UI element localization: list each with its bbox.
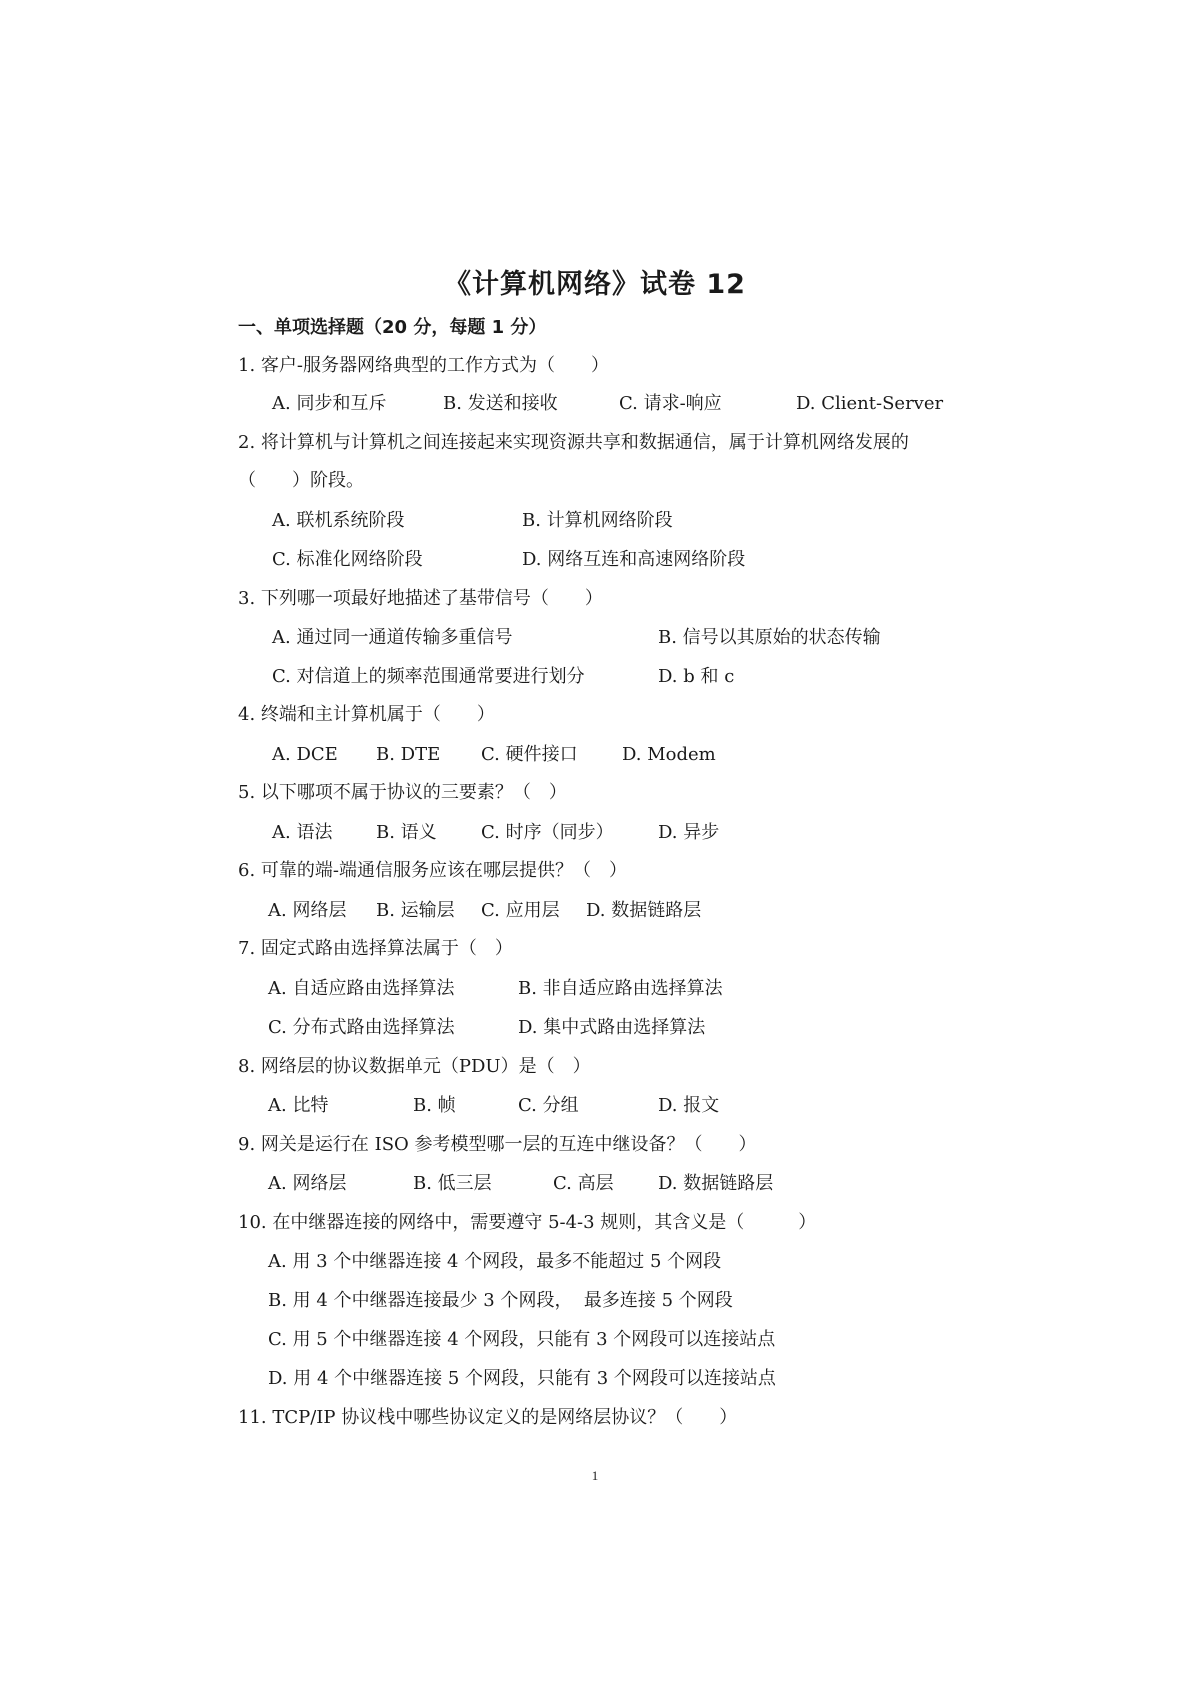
option: D. 网络互连和高速网络阶段: [522, 549, 746, 570]
option: C. 分组: [518, 1095, 579, 1116]
option: C. 请求-响应: [619, 393, 722, 414]
option: B. 非自适应路由选择算法: [518, 978, 723, 999]
option: D. 数据链路层: [586, 900, 702, 921]
option: B. 信号以其原始的状态传输: [658, 627, 881, 648]
question-stem: 2. 将计算机与计算机之间连接起来实现资源共享和数据通信，属于计算机网络发展的: [238, 432, 909, 453]
option: A. 语法: [272, 822, 333, 843]
option: A. 用 3 个中继器连接 4 个网段，最多不能超过 5 个网段: [268, 1251, 722, 1272]
option: D. Client-Server: [796, 393, 944, 414]
option: B. 发送和接收: [443, 393, 558, 414]
question-stem: 1. 客户-服务器网络典型的工作方式为（ ）: [238, 355, 609, 376]
option: C. 标准化网络阶段: [272, 549, 423, 570]
option: D. 数据链路层: [658, 1173, 774, 1194]
option: B. 低三层: [413, 1173, 492, 1194]
page-title: 《计算机网络》试卷 12: [444, 269, 746, 300]
question-stem: 10. 在中继器连接的网络中，需要遵守 5-4-3 规则，其含义是（ ）: [238, 1212, 817, 1233]
option: D. 异步: [658, 822, 720, 843]
question-stem: 8. 网络层的协议数据单元（PDU）是（ ）: [238, 1056, 591, 1077]
option: A. 比特: [268, 1095, 329, 1116]
question-stem: 9. 网关是运行在 ISO 参考模型哪一层的互连中继设备？（ ）: [238, 1134, 757, 1155]
option: C. 分布式路由选择算法: [268, 1017, 455, 1038]
option: D. 报文: [658, 1095, 720, 1116]
option: A. 同步和互斥: [272, 393, 387, 414]
question-stem: 3. 下列哪一项最好地描述了基带信号（ ）: [238, 588, 603, 609]
option: B. 语义: [376, 822, 437, 843]
option: D. b 和 c: [658, 666, 735, 687]
option: D. 用 4 个中继器连接 5 个网段，只能有 3 个网段可以连接站点: [268, 1368, 776, 1389]
option: A. 网络层: [268, 1173, 347, 1194]
section-heading: 一、单项选择题（20 分，每题 1 分）: [238, 317, 547, 338]
question-stem: 5. 以下哪项不属于协议的三要素？（ ）: [238, 782, 567, 803]
option: A. 网络层: [268, 900, 347, 921]
question-stem: 7. 固定式路由选择算法属于（ ）: [238, 938, 513, 959]
option: B. 计算机网络阶段: [522, 510, 673, 531]
question-stem: 6. 可靠的端-端通信服务应该在哪层提供？（ ）: [238, 860, 627, 881]
option: C. 应用层: [481, 900, 560, 921]
option: A. 联机系统阶段: [272, 510, 405, 531]
option: C. 对信道上的频率范围通常要进行划分: [272, 666, 585, 687]
option: B. DTE: [376, 744, 441, 765]
option: B. 帧: [413, 1095, 456, 1116]
question-stem: 4. 终端和主计算机属于（ ）: [238, 704, 495, 725]
option: D. Modem: [622, 744, 716, 765]
option: D. 集中式路由选择算法: [518, 1017, 706, 1038]
question-stem-continued: （ ）阶段。: [238, 470, 364, 491]
option: A. 通过同一通道传输多重信号: [272, 627, 513, 648]
option: C. 时序（同步）: [481, 822, 614, 843]
page-number: 1: [591, 1468, 599, 1483]
option: B. 用 4 个中继器连接最少 3 个网段， 最多连接 5 个网段: [268, 1290, 733, 1311]
question-stem: 11. TCP/IP 协议栈中哪些协议定义的是网络层协议？（ ）: [238, 1407, 738, 1428]
option: C. 用 5 个中继器连接 4 个网段，只能有 3 个网段可以连接站点: [268, 1329, 776, 1350]
option: C. 硬件接口: [481, 744, 578, 765]
option: B. 运输层: [376, 900, 455, 921]
option: C. 高层: [553, 1173, 614, 1194]
option: A. DCE: [272, 744, 338, 765]
option: A. 自适应路由选择算法: [268, 978, 455, 999]
